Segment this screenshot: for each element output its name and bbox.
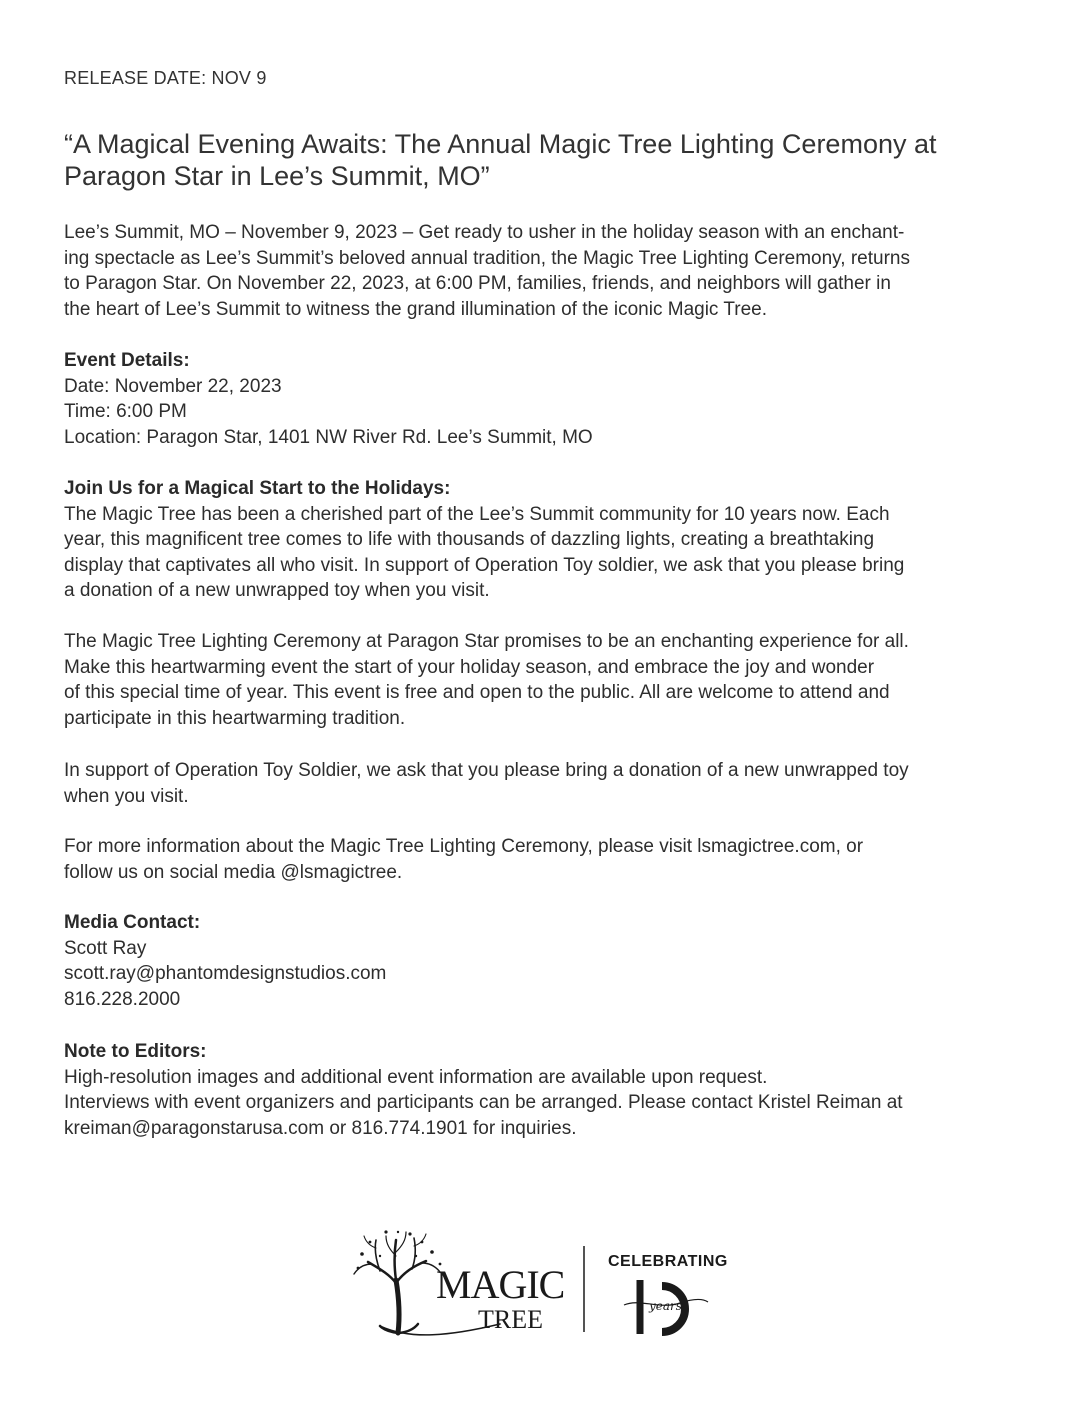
- text-line: kreiman@paragonstarusa.com or 816.774.1901 for inquiries.: [64, 1117, 577, 1139]
- text-line: year, this magnificent tree comes to life with thousands of dazzling lights, creating a breathtaking: [64, 529, 875, 550]
- event-details-heading: Event Details:: [64, 350, 190, 371]
- text-line: The Magic Tree Lighting Ceremony at Paragon Star promises to be an enchanting experience for all.: [64, 631, 909, 652]
- ceremony-paragraph: [64, 629, 1029, 731]
- text-line: of this special time of year. This event is free and open to the public. All are welcome to attend and: [64, 682, 890, 703]
- magic-tree-logo: [350, 1228, 750, 1338]
- text-line: follow us on social media @lsmagictree.: [64, 861, 403, 883]
- join-section: [64, 476, 1029, 604]
- logo-magic-text: MAGIC: [436, 1262, 565, 1307]
- media-contact-heading: Media Contact:: [64, 912, 201, 933]
- event-time: Time: 6:00 PM: [64, 401, 187, 422]
- event-details-section: [64, 348, 1029, 450]
- media-contact-section: [64, 910, 1029, 1012]
- headline-line: “A Magical Evening Awaits: The Annual Magic Tree Lighting Ceremony at: [64, 129, 937, 159]
- release-date: RELEASE DATE: NOV 9: [64, 68, 267, 88]
- contact-name: Scott Ray: [64, 937, 147, 959]
- headline: [64, 128, 1024, 192]
- text-line: Lee’s Summit, MO – November 9, 2023 – Get ready to usher in the holiday season with an enchant-: [64, 222, 905, 243]
- celebrating-text: CELEBRATING: [608, 1253, 728, 1270]
- support-paragraph: [64, 758, 1029, 809]
- editors-section: [64, 1039, 1029, 1141]
- text-line: Interviews with event organizers and participants can be arranged. Please contact Kristel Reiman at: [64, 1092, 903, 1113]
- years-script-text: years: [649, 1299, 682, 1313]
- text-line: The Magic Tree has been a cherished part of the Lee’s Summit community for 10 years now. Each: [64, 503, 890, 525]
- text-line: to Paragon Star. On November 22, 2023, at 6:00 PM, families, friends, and neighbors will gather in: [64, 273, 891, 294]
- text-line: the heart of Lee’s Summit to witness the grand illumination of the iconic Magic Tree.: [64, 298, 768, 320]
- event-date: Date: November 22, 2023: [64, 375, 282, 397]
- headline-line: Paragon Star in Lee’s Summit, MO”: [64, 161, 490, 191]
- contact-email: scott.ray@phantomdesignstudios.com: [64, 963, 387, 984]
- text-line: participate in this heartwarming tradition.: [64, 707, 406, 729]
- text-line: In support of Operation Toy Soldier, we ask that you please bring a donation of a new unwrapped toy: [64, 760, 909, 781]
- text-line: ing spectacle as Lee’s Summit’s beloved annual tradition, the Magic Tree Lighting Ceremony, returns: [64, 247, 910, 269]
- text-line: display that captivates all who visit. In support of Operation Toy soldier, we ask that you please bring: [64, 554, 905, 576]
- text-line: a donation of a new unwrapped toy when you visit.: [64, 580, 490, 601]
- editors-heading: Note to Editors:: [64, 1041, 207, 1062]
- more-info-paragraph: [64, 834, 1029, 885]
- intro-paragraph: [64, 220, 1029, 322]
- contact-phone: 816.228.2000: [64, 988, 181, 1010]
- text-line: High-resolution images and additional event information are available upon request.: [64, 1066, 768, 1088]
- text-line: Make this heartwarming event the start of your holiday season, and embrace the joy and wonder: [64, 656, 875, 678]
- logo-tree-text: TREE: [478, 1305, 543, 1334]
- text-line: For more information about the Magic Tree Lighting Ceremony, please visit lsmagictree.com, or: [64, 836, 864, 857]
- text-line: when you visit.: [64, 785, 189, 807]
- join-heading: Join Us for a Magical Start to the Holidays:: [64, 478, 451, 499]
- event-location: Location: Paragon Star, 1401 NW River Rd. Lee’s Summit, MO: [64, 426, 593, 448]
